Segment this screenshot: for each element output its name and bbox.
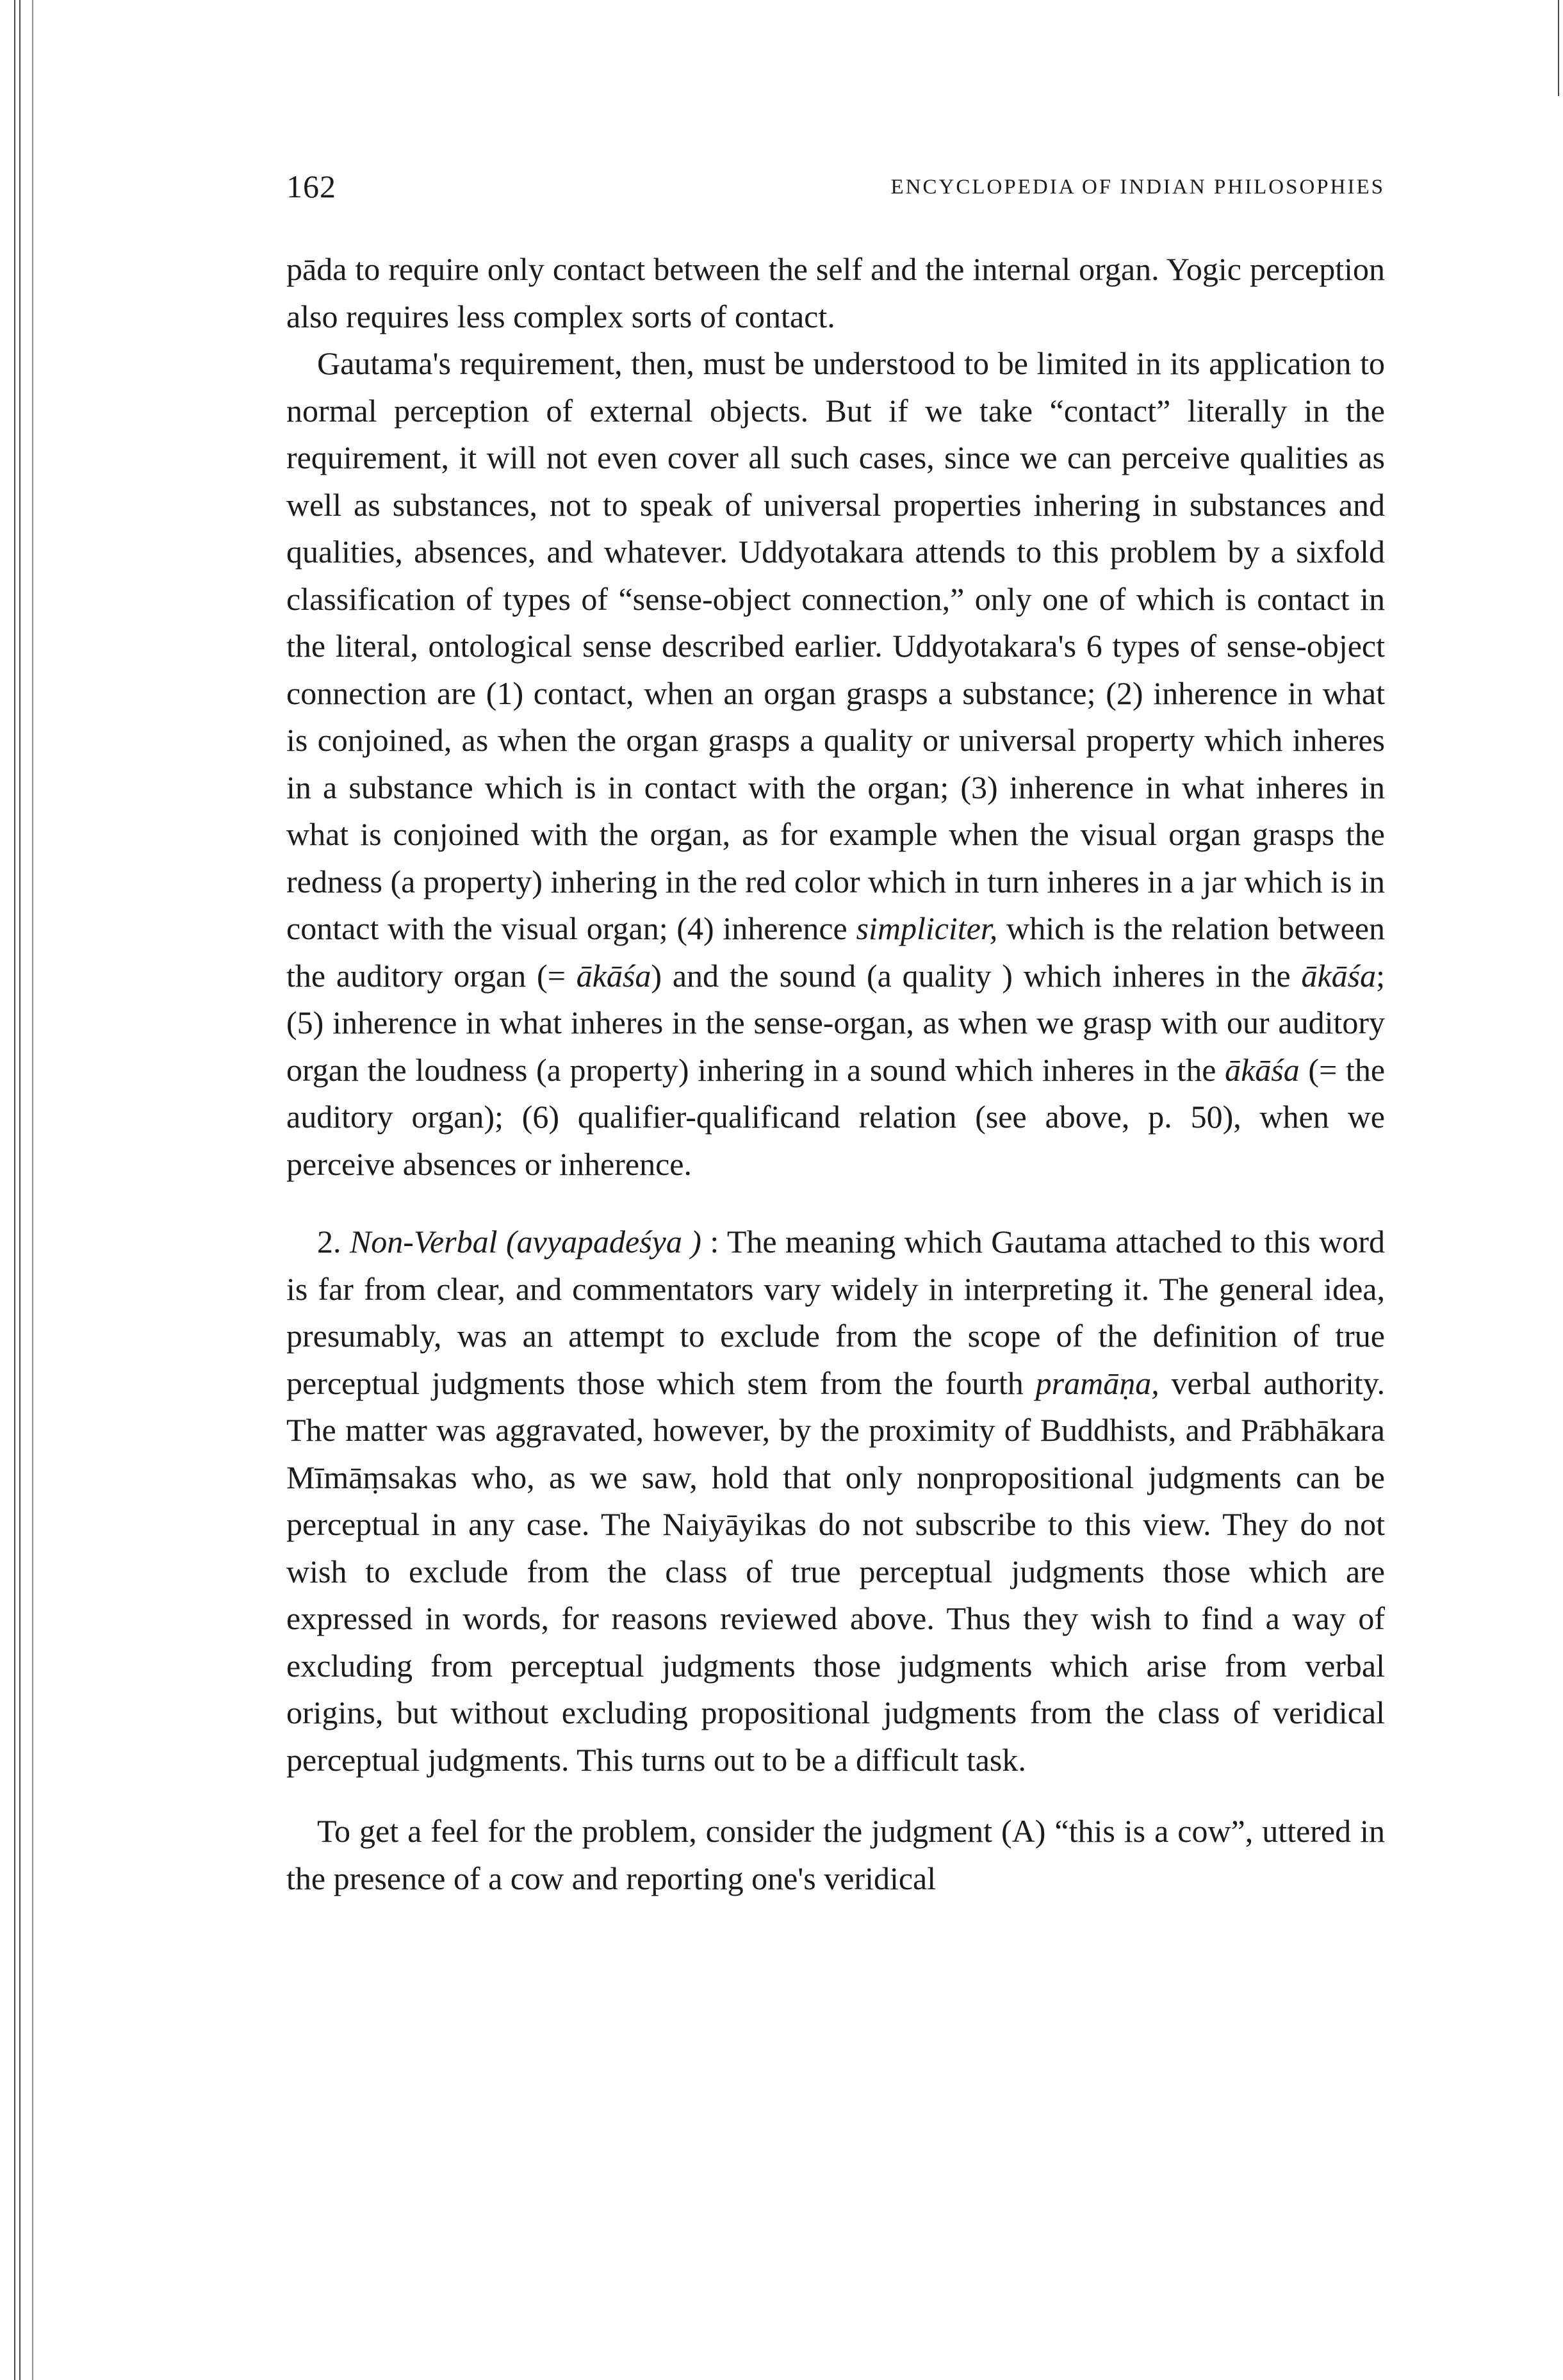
running-head xyxy=(286,168,1385,206)
paragraph-4-text: To get a feel for the problem, consider the judgment (A) “this is a cow”, uttered in the presence of a cow and reporting one's veridical xyxy=(286,1813,1385,1896)
term-avyapadesya: (avyapadeśya ) xyxy=(505,1224,701,1260)
paragraph-3-text-b: verbal authority. The matter was aggravated, however, by the proximity of Buddhists, and Prābhākara Mīmāṃsakas who, as we saw, hold that only nonpropositional judgments can be perceptual in any case. The Naiyāyikas do not subscribe to this view. They do not wish to exclude from the class of true perceptual judgments those which are expressed in words, for reasons reviewed above. Thus they wish to find a way of excluding from perceptual judgments those judgments which arise from verbal origins, but without excluding propositional judgments from the class of veridical perceptual judgments. This turns out to be a difficult task. xyxy=(286,1365,1386,1778)
term-akasa-1: ākāśa xyxy=(576,957,651,994)
running-title: ENCYCLOPEDIA OF INDIAN PHILOSOPHIES xyxy=(890,176,1385,199)
paragraph-1-text: pāda to require only contact between the self and the internal organ. Yogic perception also requires less complex sorts of contact. xyxy=(286,251,1385,334)
paragraph-2-text-c: ) and the sound (a quality ) which inheres in the xyxy=(651,957,1291,994)
section-title-non-verbal: Non-Verbal xyxy=(349,1224,498,1260)
term-akasa-2: ākāśa xyxy=(1301,957,1377,994)
paragraph-2 xyxy=(286,340,1385,1188)
paragraph-2-text-b: which is the relation between the auditory organ (= xyxy=(286,910,1386,994)
binding-edge-line-2 xyxy=(19,0,20,2380)
paragraph-2-text-a: Gautama's requirement, then, must be understood to be limited in its application to normal perception of external objects. But if we take “contact” literally in the requirement, it will not even cover all such cases, since we can perceive qualities as well as substances, not to speak of universal properties inhering in substances and qualities, absences, and whatever. Uddyotakara attends to this problem by a sixfold classification of types of “sense-object connection,” only one of which is contact in the literal, ontological sense described earlier. Uddyotakara's 6 types of sense-object connection are (1) contact, when an organ grasps a substance; (2) inherence in what is conjoined, as when the organ grasps a quality or universal property which inheres in a substance which is in contact with the organ; (3) inherence in what inheres in what is conjoined with the organ, as for example when the visual organ grasps the redness (a property) inhering in the red color which in turn inheres in a jar which is in contact with the visual organ; (4) inherence xyxy=(286,345,1385,946)
body-text xyxy=(286,246,1385,1902)
binding-edge-line-3 xyxy=(32,0,33,2380)
term-simpliciter: simpliciter, xyxy=(856,910,998,946)
binding-edge-line xyxy=(14,0,15,2380)
paragraph-4 xyxy=(286,1808,1385,1902)
paragraph-1 xyxy=(286,246,1385,340)
paragraph-3 xyxy=(286,1219,1385,1784)
term-akasa-3: ākāśa xyxy=(1225,1051,1300,1088)
term-pramana: pramāṇa, xyxy=(1035,1365,1159,1401)
section-number: 2. xyxy=(317,1224,341,1260)
paragraph-3-text-a: : The meaning which Gautama attached to this word is far from clear, and commentators vary widely in interpreting it. The general idea, presumably, was an attempt to exclude from the scope of the definition of true perceptual judgments those which stem from the fourth xyxy=(286,1224,1386,1401)
paragraph-2-text-d: ; (5) inherence in what inheres in the sense-organ, as when we grasp with our auditory organ the loudness (a property) inhering in a sound which inheres in the xyxy=(286,957,1386,1088)
page-number: 162 xyxy=(286,168,336,204)
paragraph-2-text-e: (= the auditory organ); (6) qualifier-qualificand relation (see above, p. 50), when we perceive absences or inherence. xyxy=(286,1051,1386,1182)
right-edge-line xyxy=(1558,0,1559,96)
